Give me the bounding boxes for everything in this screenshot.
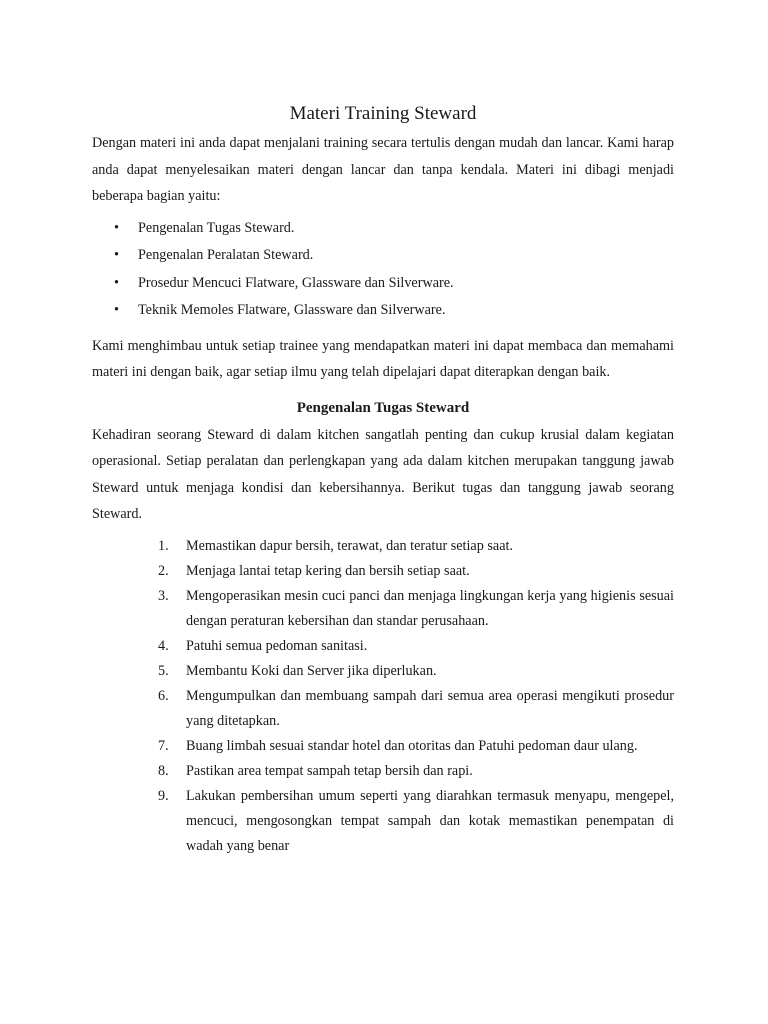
duty-text: Patuhi semua pedoman sanitasi. xyxy=(186,637,368,654)
duty-number: 5. xyxy=(158,662,169,679)
duty-item xyxy=(158,659,674,684)
intro-paragraph: Dengan materi ini anda dapat menjalani training secara tertulis dengan mudah dan lancar. Kami harap anda dapat menyelesaikan materi dengan lancar dan tanpa kendala. Materi ini dibagi menjadi beberapa bagian yaitu: xyxy=(92,135,674,204)
bullet-icon: • xyxy=(114,302,119,318)
document-title: Materi Training Steward xyxy=(289,103,477,124)
duty-item xyxy=(158,784,674,859)
topic-item xyxy=(114,270,674,298)
duty-text: Memastikan dapur bersih, terawat, dan teratur setiap saat. xyxy=(186,537,513,554)
duty-text: Buang limbah sesuai standar hotel dan otoritas dan Patuhi pedoman daur ulang. xyxy=(186,737,638,754)
bullet-icon: • xyxy=(114,247,119,263)
duty-number: 1. xyxy=(158,537,169,554)
topic-item-text: Pengenalan Tugas Steward. xyxy=(138,219,295,236)
duty-item xyxy=(158,759,674,784)
duty-number: 4. xyxy=(158,637,169,654)
topic-item xyxy=(114,297,674,325)
duty-item xyxy=(158,684,674,734)
bullet-icon: • xyxy=(114,219,119,236)
topic-list xyxy=(92,215,674,325)
duty-text: Pastikan area tempat sampah tetap bersih dan rapi. xyxy=(186,762,473,779)
duty-text: Mengoperasikan mesin cuci panci dan menjaga lingkungan kerja yang higienis sesuai dengan peraturan kebersihan dan standar perusahaan. xyxy=(186,587,674,629)
duty-item xyxy=(158,559,674,584)
topic-item-text: Pengenalan Peralatan Steward. xyxy=(138,247,314,263)
duty-item xyxy=(158,634,674,659)
document-page xyxy=(92,100,674,859)
duty-text: Membantu Koki dan Server jika diperlukan. xyxy=(186,662,437,679)
duties-list xyxy=(92,534,674,859)
section-paragraph: Kehadiran seorang Steward di dalam kitchen sangatlah penting dan cukup krusial dalam kegiatan operasional. Setiap peralatan dan perlengkapan yang ada dalam kitchen merupakan tanggung jawab Steward untuk menjaga kondisi dan kebersihannya. Berikut tugas dan tanggung jawab seorang Steward. xyxy=(92,426,674,522)
duty-number: 3. xyxy=(158,587,169,604)
duty-number: 9. xyxy=(158,787,169,804)
topic-item-text: Teknik Memoles Flatware, Glassware dan Silverware. xyxy=(138,302,446,318)
duty-text: Lakukan pembersihan umum seperti yang diarahkan termasuk menyapu, mengepel, mencuci, mengosongkan tempat sampah dan kotak memastikan penempatan di wadah yang benar xyxy=(186,787,674,854)
topic-item-text: Prosedur Mencuci Flatware, Glassware dan Silverware. xyxy=(138,274,454,291)
appeal-paragraph: Kami menghimbau untuk setiap trainee yang mendapatkan materi ini dapat membaca dan memahami materi ini dengan baik, agar setiap ilmu yang telah dipelajari dapat diterapkan dengan baik. xyxy=(92,337,674,380)
duty-item xyxy=(158,584,674,634)
section-heading: Pengenalan Tugas Steward xyxy=(296,399,470,416)
duty-number: 7. xyxy=(158,737,169,754)
bullet-icon: • xyxy=(114,274,119,291)
duty-text: Menjaga lantai tetap kering dan bersih setiap saat. xyxy=(186,562,470,579)
duty-number: 2. xyxy=(158,562,169,579)
topic-item xyxy=(114,215,674,243)
topic-item xyxy=(114,242,674,270)
duty-item xyxy=(158,534,674,559)
duty-number: 6. xyxy=(158,687,169,704)
duty-item xyxy=(158,734,674,759)
duty-number: 8. xyxy=(158,762,169,779)
duty-text: Mengumpulkan dan membuang sampah dari semua area operasi mengikuti prosedur yang ditetapkan. xyxy=(186,687,674,729)
